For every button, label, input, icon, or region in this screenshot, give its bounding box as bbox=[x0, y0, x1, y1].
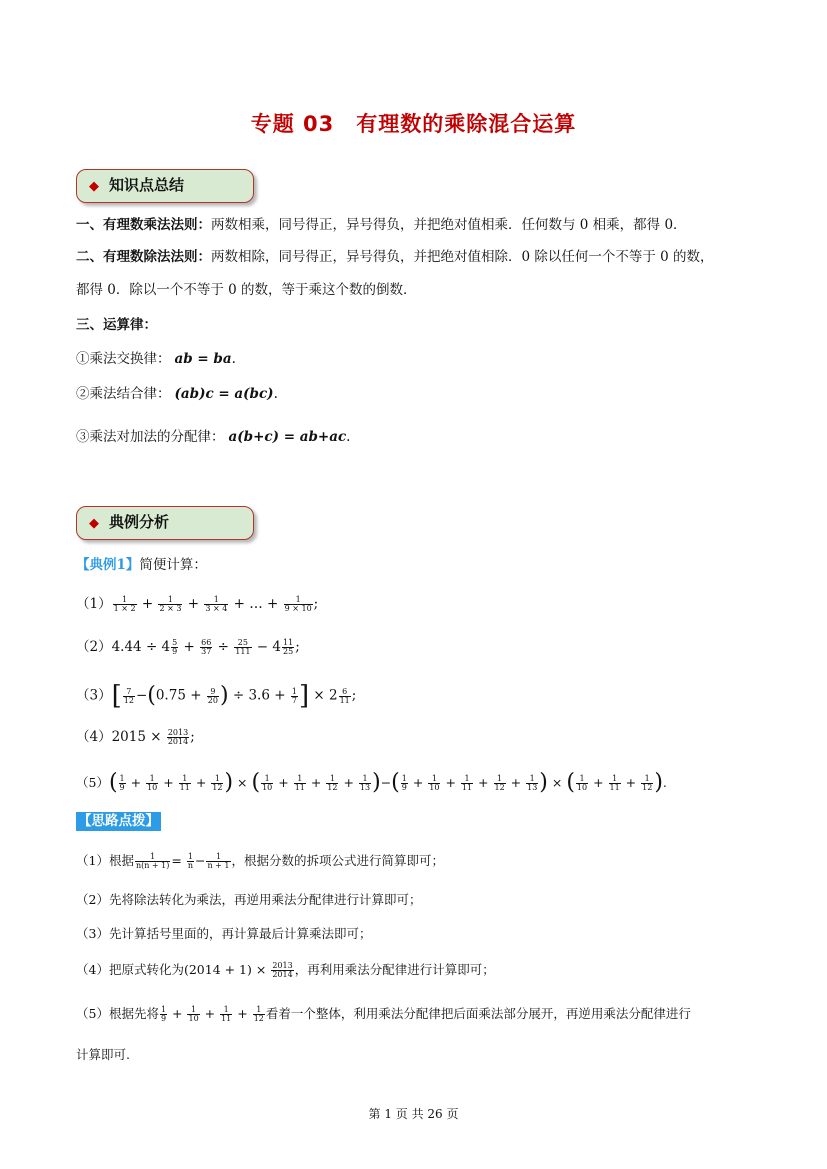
law-1-formula: ab = ba bbox=[174, 351, 232, 367]
diamond-icon: ◆ bbox=[89, 179, 99, 194]
hint-3: （3）先计算括号里面的，再计算最后计算乘法即可； bbox=[76, 926, 372, 941]
problem-3: （3）[ $\frac{7}{12}$ −(0.75 + $\frac{9}{20}$ ) ÷ 3.6 + $\frac{1}{7}$ ] × 2 $\frac{6}{11}$ ; bbox=[76, 681, 357, 711]
hint-1: （1）根据 $\frac{1}{n(n + 1)}$ = $\frac{1}{n}$ − $\frac{1}{n + 1}$ ，根据分数的拆项公式进行简算即可； bbox=[76, 852, 445, 870]
example-1-intro: 简便计算： bbox=[139, 557, 207, 573]
law-2: ②乘法结合律： (ab)c = a(bc). bbox=[76, 386, 278, 402]
hint-4: （4）把原式转化为(2014 + 1) × $\frac{2013}{2014}$ ，再利用乘法分配律进行计算即可； bbox=[76, 961, 495, 979]
laws-head: 三、运算律： bbox=[76, 317, 157, 333]
law-3-label: ③乘法对加法的分配律： bbox=[76, 429, 225, 445]
page-title: 专题 03 有理数的乘除混合运算 bbox=[250, 112, 577, 136]
law-1: ①乘法交换律： ab = ba. bbox=[76, 351, 236, 367]
problem-2: （2）4.44 ÷ 4 $\frac{5}{9}$ + $\frac{66}{37}$ ÷ $\frac{25}{111}$ − 4 $\frac{11}{25}$ ; bbox=[76, 638, 300, 656]
law-1-label: ①乘法交换律： bbox=[76, 351, 171, 367]
law-2-formula: (ab)c = a(bc) bbox=[174, 386, 274, 402]
hint-5: （5）根据先将 $\frac{1}{9}$ + $\frac{1}{10}$ + $\frac{1}{11}$ + $\frac{1}{12}$ 看着一个整体，利用乘法分配律把后面乘法部分展开，再逆用乘法分配律进行 bbox=[76, 1005, 691, 1023]
example-1-tag: 【典例1】 bbox=[76, 557, 140, 573]
rule-1 bbox=[76, 216, 687, 235]
example-1-heading bbox=[76, 556, 207, 575]
section-examples-label: 典例分析 bbox=[109, 513, 170, 531]
rule-2-body: 两数相除，同号得正，异号得负，并把绝对值相除．0 除以任何一个不等于 0 的数， bbox=[211, 249, 714, 265]
hint-2: （2）先将除法转化为乘法，再逆用乘法分配律进行计算即可； bbox=[76, 892, 422, 907]
hint-tag: 【思路点拨】 bbox=[78, 813, 159, 829]
rule-2-head: 二、有理数除法法则： bbox=[76, 249, 211, 265]
diamond-icon: ◆ bbox=[89, 516, 99, 531]
law-3-formula: a(b+c) = ab+ac bbox=[228, 429, 347, 445]
rule-2-continued: 都得 0．除以一个不等于 0 的数，等于乘这个数的倒数． bbox=[76, 282, 417, 298]
section-examples-header bbox=[76, 506, 254, 540]
rule-1-body: 两数相乘，同号得正，异号得负，并把绝对值相乘．任何数与 0 相乘，都得 0． bbox=[211, 217, 687, 233]
hint-heading bbox=[76, 812, 161, 831]
section-knowledge-header bbox=[76, 169, 254, 203]
problem-1: （1） $\frac{1}{1 \times 2}$ + $\frac{1}{2 \times 3}$ + $\frac{1}{3 \times 4}$ + … + $\frac{1}{9 \times 10}$ ; bbox=[76, 595, 319, 613]
page-footer: 第 1 页 共 26 页 bbox=[368, 1107, 459, 1121]
section-knowledge-label: 知识点总结 bbox=[109, 176, 185, 194]
law-2-label: ②乘法结合律： bbox=[76, 386, 171, 402]
problem-5: （5）( $\frac{1}{9}$ + $\frac{1}{10}$ + $\frac{1}{11}$ + $\frac{1}{12}$ ) × ( $\frac{1}{10}$ + $\frac{1}{11}$ + $\frac{1}{12}$ + $\frac{1}{13}$ )−( $\frac{1}{9}$ + $\frac{1}{10}$ + $\frac{1}{11}$ + $\frac{1}{12}$ + $\frac{1}{13}$ ) × ( $\frac{1}{10}$ + $\frac{1}{11}$ + $\frac{1}{12}$ ). bbox=[76, 770, 667, 795]
problem-4: （4）2015 × $\frac{2013}{2014}$ ; bbox=[76, 728, 195, 746]
rule-2 bbox=[76, 248, 714, 267]
rule-1-head: 一、有理数乘法法则： bbox=[76, 217, 211, 233]
hint-5-continued: 计算即可. bbox=[76, 1047, 130, 1062]
law-3: ③乘法对加法的分配律： a(b+c) = ab+ac. bbox=[76, 429, 351, 445]
